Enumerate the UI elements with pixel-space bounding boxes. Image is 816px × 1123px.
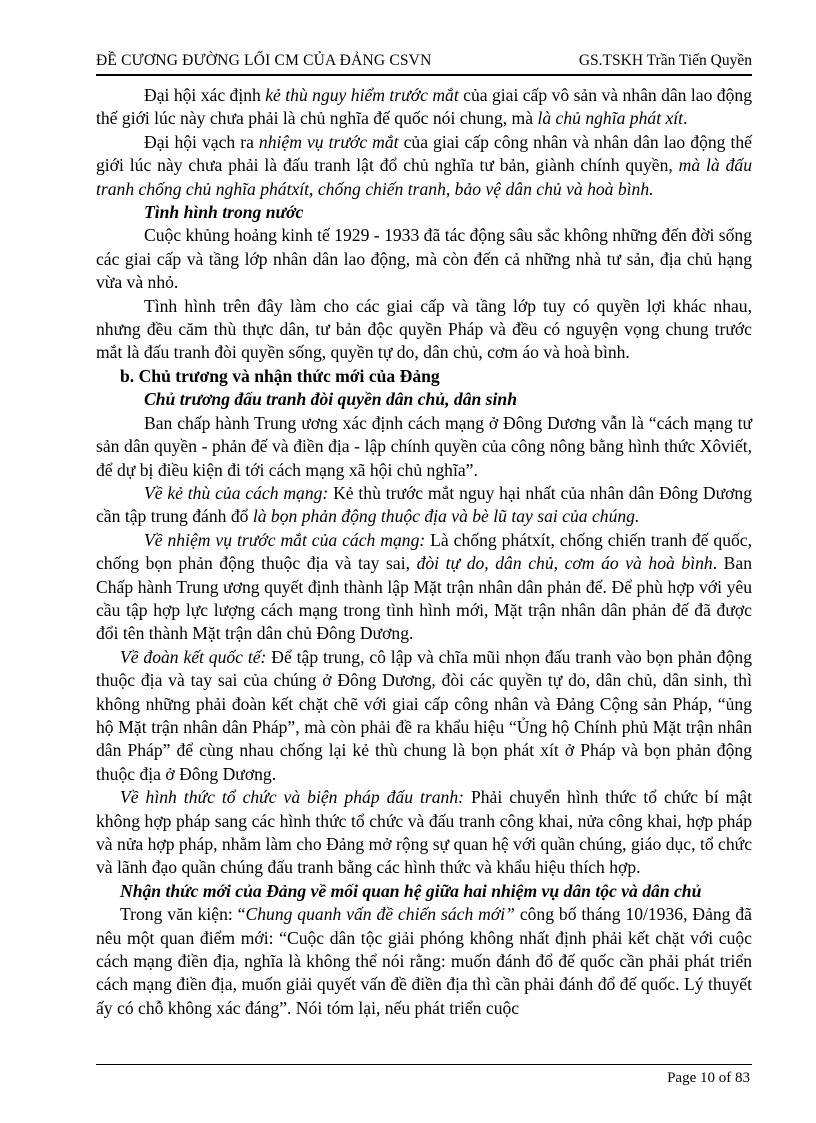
- paragraph-organization-forms: [96, 786, 752, 880]
- text-run: công bố tháng 10/1936, Đảng đã nêu một quan điểm mới: “Cuộc dân tộc giải phóng không nhất định phải kết chặt với cuộc cách mạng điền địa, nghĩa là không thể nói rằng: muốn đánh đổ đế quốc cần phải phát triển cách mạng điền địa, muốn giải quyết vấn đề điền địa thì cần phải đánh đổ đế quốc. Lý thuyết ấy có chỗ không xác đáng”. Nói tóm lại, nếu phát triển cuộc: [96, 904, 752, 1018]
- paragraph-new-policy-document: [96, 903, 752, 1020]
- paragraph-central-committee: Ban chấp hành Trung ương xác định cách mạng ở Đông Dương vẫn là “cách mạng tư sản dân quyền - phản đế và điền địa - lập chính quyền của công nông bằng hình thức Xôviết, để dự bị điều kiện đi tới cách mạng xã hội chủ nghĩa”.: [96, 412, 752, 480]
- paragraph-situation: Tình hình trên đây làm cho các giai cấp và tầng lớp tuy có quyền lợi khác nhau, nhưng đều căm thù thực dân, tư bản độc quyền Pháp và đều có nguyện vọng chung trước mắt là đấu tranh đòi quyền sống, quyền tự do, dân chủ, cơm áo và hoà bình.: [96, 295, 752, 363]
- paragraph-international-solidarity: [96, 646, 752, 786]
- emphasis-text: Về kẻ thù của cách mạng:: [144, 482, 329, 503]
- heading-democracy-struggle: Chủ trương đấu tranh đòi quyền dân chủ, dân sinh: [144, 389, 517, 410]
- paragraph-crisis: Cuộc khủng hoảng kinh tế 1929 - 1933 đã tác động sâu sắc không những đến đời sống các giai cấp và tầng lớp nhân dân lao động, mà còn đến cả những nhà tư sản, địa chủ hạng vừa và nhỏ.: [96, 225, 752, 293]
- paragraph-enemy: [96, 482, 752, 529]
- emphasis-text: mà là đấu tranh chống chủ nghĩa phátxít, chống chiến tranh, bảo vệ dân chủ và hoà bình.: [96, 155, 752, 199]
- text-run: của giai cấp công nhân và nhân dân lao động thế giới lúc này chưa phải là đấu tranh lật đổ chủ nghĩa tư bản, giành chính quyền,: [96, 131, 752, 176]
- emphasis-text: Về hình thức tổ chức và biện pháp đấu tranh:: [120, 787, 464, 808]
- emphasis-text: nhiệm vụ trước mắt: [258, 131, 399, 152]
- text-run: của giai cấp vô sản và nhân dân lao động thế giới lúc này chưa phải là chủ nghĩa đế quốc nói chung, mà: [96, 85, 752, 129]
- page-header: [96, 52, 752, 74]
- emphasis-text: là bọn phản động thuộc địa và bè lũ tay sai của chúng.: [252, 506, 640, 527]
- text-run: Đại hội vạch ra: [144, 131, 259, 152]
- document-body: [96, 84, 752, 1020]
- emphasis-text: đòi tự do, dân chủ, cơm áo và hoà bình: [416, 553, 713, 574]
- emphasis-text: kẻ thù nguy hiểm trước mắt: [265, 85, 459, 105]
- footer-divider: [96, 1064, 752, 1065]
- paragraph-enemy-world: [96, 84, 752, 131]
- heading-new-awareness: Nhận thức mới của Đảng về mối quan hệ giữa hai nhiệm vụ dân tộc và dân chủ: [120, 880, 702, 901]
- header-title: ĐỀ CƯƠNG ĐƯỜNG LỐI CM CỦA ĐẢNG CSVN: [96, 52, 432, 69]
- emphasis-text: Chung quanh vấn đề chiến sách mới”: [245, 904, 515, 925]
- text-run: Đại hội xác định: [144, 85, 266, 105]
- text-run: Trong văn kiện: “: [120, 904, 246, 925]
- heading-section-b: b. Chủ trương và nhận thức mới của Đảng: [120, 365, 440, 386]
- header-author: GS.TSKH Trần Tiến Quyền: [578, 52, 752, 69]
- paragraph-immediate-tasks: [96, 529, 752, 646]
- text-run: Là chống phátxít, chống chiến tranh đế quốc, chống bọn phản động thuộc địa và tay sai,: [96, 529, 753, 574]
- heading-domestic-situation: Tình hình trong nước: [144, 202, 304, 223]
- emphasis-text: Về nhiệm vụ trước mắt của cách mạng:: [144, 529, 426, 550]
- paragraph-task-world: [96, 131, 752, 201]
- page-number: Page 10 of 83: [667, 1070, 750, 1086]
- emphasis-text: là chủ nghĩa phát xít: [537, 108, 684, 129]
- emphasis-text: Về đoàn kết quốc tế:: [120, 646, 267, 667]
- text-run: Phải chuyển hình thức tổ chức bí mật không hợp pháp sang các hình thức tổ chức và đấu tranh công khai, nửa công khai, hợp pháp và nửa hợp pháp, nhằm làm cho Đảng mở rộng sự quan hệ với quần chúng, giáo dục, tổ chức và lãnh đạo quần chúng đấu tranh bằng các hình thức và khẩu hiệu thích hợp.: [96, 787, 752, 878]
- header-divider: [96, 74, 752, 76]
- text-run: . Ban Chấp hành Trung ương quyết định thành lập Mặt trận nhân dân phản đế. Để phù hợp với yêu cầu tập hợp lực lượng cách mạng trong tình hình mới, Mặt trận nhân dân phản đế đã được đổi tên thành Mặt trận dân chủ Đông Dương.: [96, 553, 753, 644]
- text-run: Kẻ thù trước mắt nguy hại nhất của nhân dân Đông Dương cần tập trung đánh đổ: [96, 482, 753, 527]
- text-run: .: [683, 108, 688, 129]
- text-run: Để tập trung, cô lập và chĩa mũi nhọn đấu tranh vào bọn phản động thuộc địa và tay sai của chúng ở Đông Dương, đòi các quyền tự do, dân chủ, dân sinh, thì không những phải đoàn kết chặt chẽ với giai cấp công nhân và Đảng Cộng sản Pháp, “ủng hộ Mặt trận nhân dân Pháp”, mà còn phải đề ra khẩu hiệu “Ủng hộ Chính phủ Mặt trận nhân dân Pháp” để cùng nhau chống lại kẻ thù chung là bọn phát xít ở Pháp và bọn phản động thuộc địa ở Đông Dương.: [96, 646, 752, 784]
